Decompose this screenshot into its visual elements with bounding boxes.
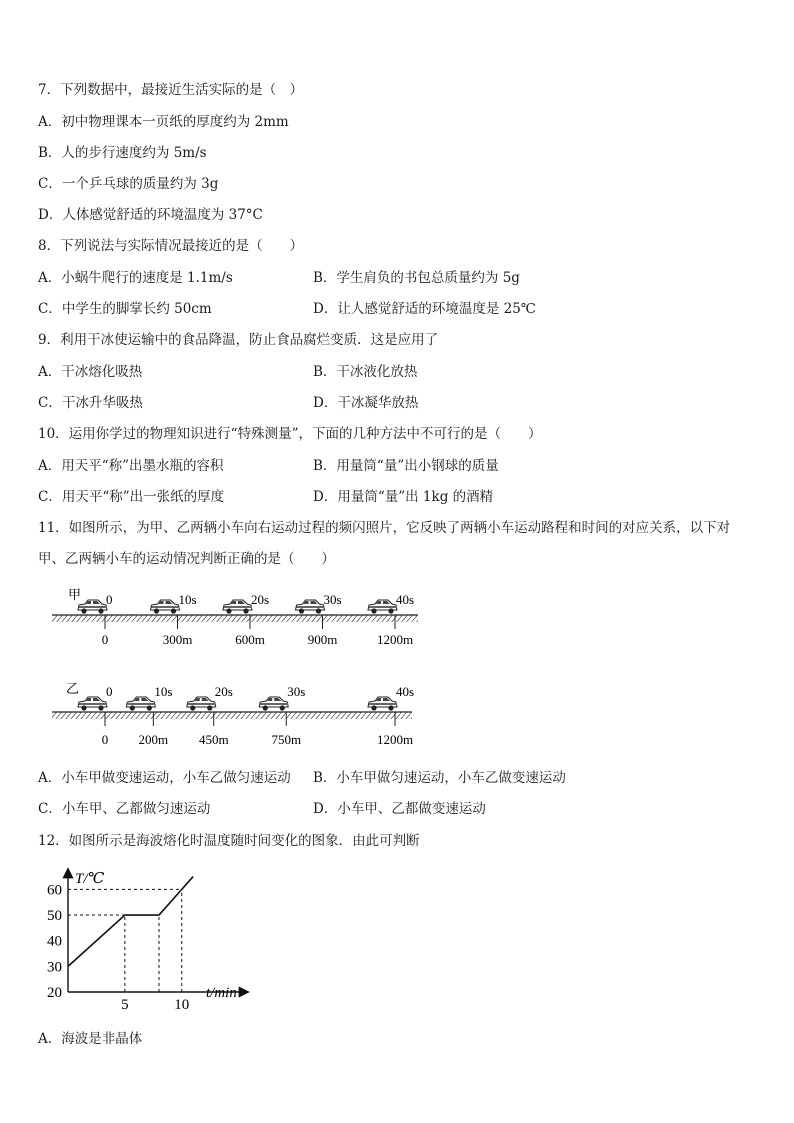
q11-stem-line1: 11．如图所示，为甲、乙两辆小车向右运动过程的频闪照片，它反映了两辆小车运动路程和时间的对应关系，以下对 — [38, 520, 731, 536]
q9-option-d: D．干冰凝华放热 — [313, 395, 419, 411]
car-a-car-icon — [296, 600, 325, 614]
y-tick-label: 50 — [47, 908, 62, 925]
car-b-car-icon — [368, 697, 397, 711]
q10-option-b: B．用量筒“量”出小钢球的质量 — [313, 458, 499, 474]
q10-stem: 10．运用你学过的物理知识进行“特殊测量”，下面的几种方法中不可行的是（ ） — [38, 426, 542, 442]
car-a-time-label: 40s — [396, 592, 415, 607]
q11-option-a: A．小车甲做变速运动，小车乙做匀速运动 — [38, 770, 291, 786]
q8-option-b: B．学生肩负的书包总质量约为 5g — [313, 270, 520, 286]
car-b-distance-label: 0 — [101, 732, 109, 747]
car-a-time-label: 0 — [106, 592, 113, 607]
y-axis-label: T/℃ — [75, 871, 105, 887]
car-b-distance-label: 1200m — [376, 732, 414, 747]
q9-stem: 9．利用干冰使运输中的食品降温，防止食品腐烂变质．这是应用了 — [38, 332, 439, 348]
car-b-label: 乙 — [66, 681, 80, 696]
car-a-track — [52, 587, 418, 647]
q7-option-a: A．初中物理课本一页纸的厚度约为 2mm — [38, 114, 289, 130]
car-a-distance-label: 1200m — [376, 632, 414, 647]
q12-option-a: A．海波是非晶体 — [38, 1031, 143, 1047]
q11-option-d: D．小车甲、乙都做变速运动 — [313, 801, 486, 817]
car-b-time-label: 30s — [287, 684, 306, 699]
q7-option-c: C．一个乒乓球的质量约为 3g — [38, 176, 219, 192]
q10-option-d: D．用量筒“量”出 1kg 的酒精 — [313, 489, 494, 505]
q8-option-d: D．让人感觉舒适的环境温度是 25℃ — [313, 301, 536, 317]
q9-option-a: A．干冰熔化吸热 — [38, 364, 143, 380]
car-b-car-icon — [126, 697, 155, 711]
q7-stem: 7．下列数据中，最接近生活实际的是（ ） — [38, 82, 304, 98]
car-b-car-icon — [187, 697, 216, 711]
car-a-time-label: 30s — [323, 592, 342, 607]
y-tick-label: 40 — [47, 933, 62, 950]
car-a-car-icon — [368, 600, 397, 614]
melting-temperature-chart — [30, 862, 255, 1017]
q9-option-c: C．干冰升华吸热 — [38, 395, 143, 411]
q11-option-b: B．小车甲做匀速运动，小车乙做变速运动 — [313, 770, 566, 786]
q12-stem: 12．如图所示是海波熔化时温度随时间变化的图象．由此可判断 — [38, 833, 420, 849]
q9-option-b: B．干冰液化放热 — [313, 364, 418, 380]
q11-option-c: C．小车甲、乙都做匀速运动 — [38, 801, 211, 817]
x-axis-label: t/min — [206, 985, 237, 1001]
x-tick-label: 5 — [121, 997, 129, 1013]
car-b-distance-label: 750m — [271, 732, 302, 747]
car-a-car-icon — [223, 600, 252, 614]
y-tick-label: 60 — [47, 882, 62, 899]
car-b-time-label: 10s — [154, 684, 173, 699]
q8-option-c: C．中学生的脚掌长约 50cm — [38, 301, 212, 317]
q8-option-a: A．小蜗牛爬行的速度是 1.1m/s — [38, 270, 233, 286]
car-a-distance-label: 300m — [162, 632, 193, 647]
car-b-distance-label: 450m — [198, 732, 229, 747]
car-b-time-label: 0 — [106, 684, 113, 699]
q11-stem-line2: 甲、乙两辆小车的运动情况判断正确的是（ ） — [38, 551, 335, 567]
car-b-distance-label: 200m — [138, 732, 169, 747]
car-a-distance-label: 600m — [235, 632, 265, 647]
x-tick-label: 10 — [174, 997, 190, 1013]
car-b-time-label: 40s — [396, 684, 415, 699]
car-b-car-icon — [78, 697, 107, 711]
car-b-time-label: 20s — [214, 684, 233, 699]
temperature-series-line — [68, 877, 193, 967]
car-a-time-label: 10s — [178, 592, 197, 607]
q7-option-b: B．人的步行速度约为 5m/s — [38, 145, 207, 161]
car-a-distance-label: 0 — [101, 632, 109, 647]
q8-stem: 8．下列说法与实际情况最接近的是（ ） — [38, 238, 304, 254]
car-b-track — [52, 681, 414, 747]
q7-option-d: D．人体感觉舒适的环境温度为 37°C — [38, 207, 263, 223]
y-tick-label: 20 — [47, 985, 62, 1001]
car-b-car-icon — [259, 697, 288, 711]
car-a-car-icon — [151, 600, 180, 614]
q10-option-c: C．用天平“称”出一张纸的厚度 — [38, 489, 225, 505]
car-a-distance-label: 900m — [307, 632, 338, 647]
car-motion-figure — [40, 582, 430, 757]
car-a-car-icon — [78, 600, 107, 614]
q10-option-a: A．用天平“称”出墨水瓶的容积 — [38, 458, 224, 474]
y-tick-label: 30 — [47, 959, 62, 976]
car-a-time-label: 20s — [251, 592, 270, 607]
car-a-label: 甲 — [68, 587, 82, 602]
